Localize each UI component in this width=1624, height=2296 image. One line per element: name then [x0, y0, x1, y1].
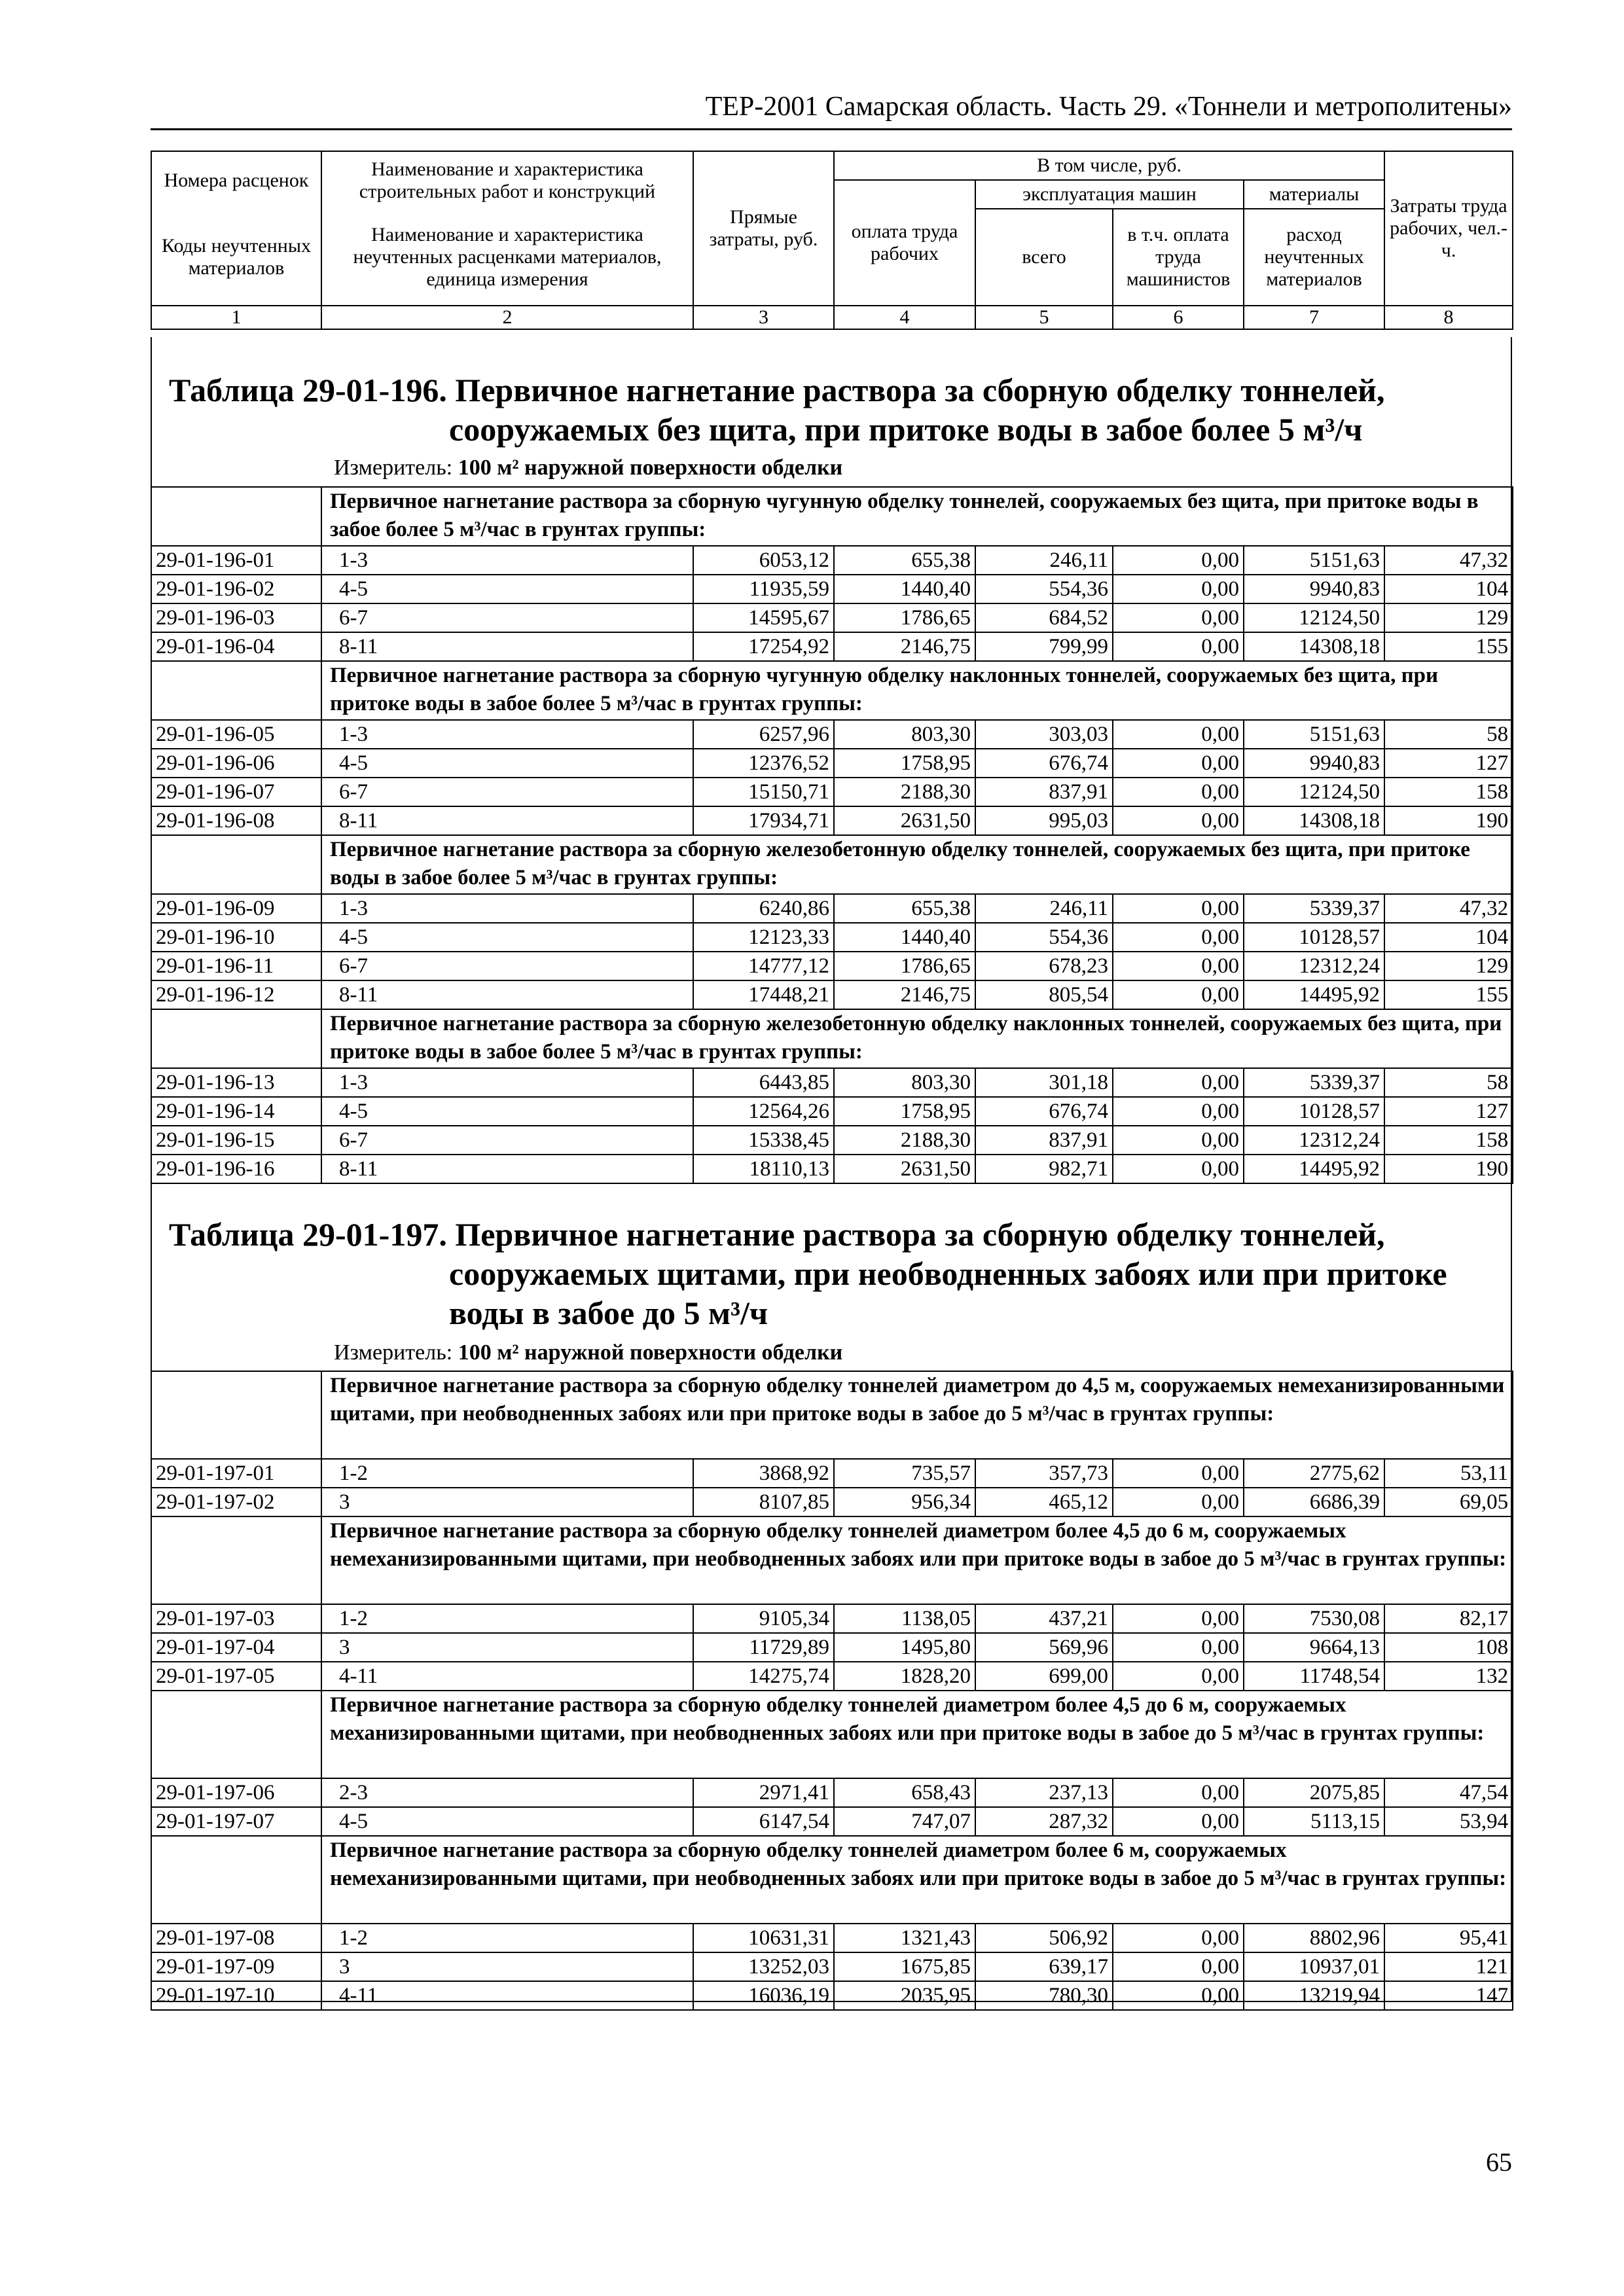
table-row — [151, 1778, 1513, 1807]
caption-spacer — [151, 835, 321, 894]
measure-unit-label: Измеритель: — [334, 1340, 453, 1365]
header-col-number: 3 — [693, 306, 834, 329]
rate-code: 29-01-196-03 — [151, 603, 321, 632]
rate-code: 29-01-196-06 — [151, 749, 321, 778]
running-head: ТЕР-2001 Самарская область. Часть 29. «Тоннели и метрополитены» — [705, 92, 1512, 122]
direct-costs: 16036,19 — [693, 1981, 834, 2010]
soil-group: 4-5 — [321, 575, 693, 603]
worker-pay: 1786,65 — [834, 952, 975, 980]
machinist-pay: 0,00 — [1113, 1068, 1244, 1097]
rate-code: 29-01-197-09 — [151, 1952, 321, 1981]
machines-total: 554,36 — [975, 575, 1113, 603]
machinist-pay: 0,00 — [1113, 1155, 1244, 1183]
labor-hours: 132 — [1384, 1662, 1513, 1691]
worker-pay: 803,30 — [834, 1068, 975, 1097]
soil-group: 4-11 — [321, 1662, 693, 1691]
header-worker-pay: оплата труда рабочих — [834, 180, 975, 306]
header-col-number: 1 — [151, 306, 321, 329]
materials-cost: 14308,18 — [1244, 632, 1384, 661]
worker-pay: 1321,43 — [834, 1924, 975, 1952]
labor-hours: 47,32 — [1384, 546, 1513, 575]
rate-code: 29-01-196-02 — [151, 575, 321, 603]
soil-group: 8-11 — [321, 1155, 693, 1183]
header-col-number: 7 — [1244, 306, 1384, 329]
materials-cost: 14495,92 — [1244, 1155, 1384, 1183]
soil-group: 3 — [321, 1488, 693, 1516]
worker-pay: 658,43 — [834, 1778, 975, 1807]
soil-group: 4-11 — [321, 1981, 693, 2010]
labor-hours: 147 — [1384, 1981, 1513, 2010]
measure-unit-196 — [334, 454, 842, 482]
direct-costs: 15150,71 — [693, 778, 834, 806]
machines-total: 676,74 — [975, 749, 1113, 778]
rate-code: 29-01-196-08 — [151, 806, 321, 835]
rate-code: 29-01-197-10 — [151, 1981, 321, 2010]
direct-costs: 3868,92 — [693, 1459, 834, 1488]
header-col-number: 5 — [975, 306, 1113, 329]
table-row — [151, 1126, 1513, 1155]
machinist-pay: 0,00 — [1113, 749, 1244, 778]
machines-total: 805,54 — [975, 980, 1113, 1009]
materials-cost: 9940,83 — [1244, 749, 1384, 778]
header-machines: эксплуатация машин — [975, 180, 1244, 209]
worker-pay: 655,38 — [834, 894, 975, 923]
machines-total: 246,11 — [975, 546, 1113, 575]
soil-group: 1-3 — [321, 720, 693, 749]
table-title-196 — [169, 370, 1504, 449]
materials-cost: 2775,62 — [1244, 1459, 1384, 1488]
direct-costs: 6053,12 — [693, 546, 834, 575]
direct-costs: 6443,85 — [693, 1068, 834, 1097]
materials-cost: 12312,24 — [1244, 952, 1384, 980]
header-col-number: 4 — [834, 306, 975, 329]
labor-hours: 47,54 — [1384, 1778, 1513, 1807]
table-row — [151, 1604, 1513, 1633]
rate-code: 29-01-196-07 — [151, 778, 321, 806]
header-col-number: 8 — [1384, 306, 1513, 329]
header-rate-numbers: Номера расценок — [151, 151, 321, 209]
rates-table — [151, 1371, 1513, 2011]
machines-total: 780,30 — [975, 1981, 1113, 2010]
machines-total: 303,03 — [975, 720, 1113, 749]
rate-code: 29-01-196-15 — [151, 1126, 321, 1155]
machinist-pay: 0,00 — [1113, 720, 1244, 749]
header-material-codes: Коды неучтенных материалов — [151, 209, 321, 306]
table-row — [151, 980, 1513, 1009]
machinist-pay: 0,00 — [1113, 923, 1244, 952]
direct-costs: 14777,12 — [693, 952, 834, 980]
direct-costs: 18110,13 — [693, 1155, 834, 1183]
worker-pay: 2146,75 — [834, 632, 975, 661]
table-title-197 — [169, 1215, 1504, 1333]
table-row — [151, 546, 1513, 575]
page-number: 65 — [1486, 2147, 1512, 2177]
labor-hours: 82,17 — [1384, 1604, 1513, 1633]
direct-costs: 12564,26 — [693, 1097, 834, 1126]
caption-spacer — [151, 1691, 321, 1778]
soil-group: 8-11 — [321, 632, 693, 661]
machinist-pay: 0,00 — [1113, 603, 1244, 632]
direct-costs: 6257,96 — [693, 720, 834, 749]
machines-total: 569,96 — [975, 1633, 1113, 1662]
materials-cost: 2075,85 — [1244, 1778, 1384, 1807]
section-caption: Первичное нагнетание раствора за сборную обделку тоннелей диаметром более 6 м, сооружаемых немеханизированными щитами, при необводненных забоях или при притоке воды в забое до 5 м³/час в грунтах группы: — [321, 1836, 1513, 1924]
rate-code: 29-01-197-06 — [151, 1778, 321, 1807]
table-row — [151, 1155, 1513, 1183]
table-row — [151, 1097, 1513, 1126]
machinist-pay: 0,00 — [1113, 1633, 1244, 1662]
worker-pay: 1495,80 — [834, 1633, 975, 1662]
table-title-line: Таблица 29-01-197. Первичное нагнетание раствора за сборную обделку тоннелей, — [169, 1216, 1385, 1253]
header-including-group: В том числе, руб. — [834, 151, 1384, 180]
worker-pay: 2035,95 — [834, 1981, 975, 2010]
worker-pay: 2631,50 — [834, 1155, 975, 1183]
machinist-pay: 0,00 — [1113, 980, 1244, 1009]
soil-group: 6-7 — [321, 778, 693, 806]
labor-hours: 158 — [1384, 778, 1513, 806]
soil-group: 4-5 — [321, 923, 693, 952]
machines-total: 246,11 — [975, 894, 1113, 923]
caption-spacer — [151, 487, 321, 546]
materials-cost: 5151,63 — [1244, 546, 1384, 575]
materials-cost: 12312,24 — [1244, 1126, 1384, 1155]
worker-pay: 735,57 — [834, 1459, 975, 1488]
rate-code: 29-01-197-05 — [151, 1662, 321, 1691]
soil-group: 6-7 — [321, 603, 693, 632]
labor-hours: 190 — [1384, 1155, 1513, 1183]
machines-total: 465,12 — [975, 1488, 1113, 1516]
machines-total: 678,23 — [975, 952, 1113, 980]
labor-hours: 58 — [1384, 720, 1513, 749]
machinist-pay: 0,00 — [1113, 1952, 1244, 1981]
direct-costs: 6147,54 — [693, 1807, 834, 1836]
machines-total: 982,71 — [975, 1155, 1113, 1183]
section-caption-row — [151, 1516, 1513, 1604]
machinist-pay: 0,00 — [1113, 1604, 1244, 1633]
section-caption-row — [151, 835, 1513, 894]
worker-pay: 2631,50 — [834, 806, 975, 835]
rate-code: 29-01-196-10 — [151, 923, 321, 952]
table-row — [151, 603, 1513, 632]
machines-total: 699,00 — [975, 1662, 1113, 1691]
caption-spacer — [151, 1836, 321, 1924]
table-row — [151, 1488, 1513, 1516]
rate-code: 29-01-196-01 — [151, 546, 321, 575]
machines-total: 799,99 — [975, 632, 1113, 661]
rate-code: 29-01-197-02 — [151, 1488, 321, 1516]
worker-pay: 1675,85 — [834, 1952, 975, 1981]
worker-pay: 1758,95 — [834, 1097, 975, 1126]
direct-costs: 17448,21 — [693, 980, 834, 1009]
table-row — [151, 923, 1513, 952]
rate-code: 29-01-197-07 — [151, 1807, 321, 1836]
machinist-pay: 0,00 — [1113, 632, 1244, 661]
caption-spacer — [151, 661, 321, 720]
header-work-name: Наименование и характеристика строительных работ и конструкций — [321, 151, 693, 209]
caption-spacer — [151, 1371, 321, 1459]
machines-total: 554,36 — [975, 923, 1113, 952]
rate-code: 29-01-197-08 — [151, 1924, 321, 1952]
materials-cost: 14308,18 — [1244, 806, 1384, 835]
table-row — [151, 952, 1513, 980]
table-title-line: Таблица 29-01-196. Первичное нагнетание раствора за сборную обделку тоннелей, — [169, 372, 1385, 408]
section-caption: Первичное нагнетание раствора за сборную чугунную обделку тоннелей, сооружаемых без щита, при притоке воды в забое более 5 м³/час в грунтах группы: — [321, 487, 1513, 546]
labor-hours: 108 — [1384, 1633, 1513, 1662]
header-rule — [151, 128, 1512, 130]
materials-cost: 7530,08 — [1244, 1604, 1384, 1633]
machines-total: 639,17 — [975, 1952, 1113, 1981]
soil-group: 6-7 — [321, 1126, 693, 1155]
rate-code: 29-01-196-12 — [151, 980, 321, 1009]
table-row — [151, 1633, 1513, 1662]
materials-cost: 10937,01 — [1244, 1952, 1384, 1981]
soil-group: 4-5 — [321, 1097, 693, 1126]
materials-cost: 13219,94 — [1244, 1981, 1384, 2010]
rate-code: 29-01-196-09 — [151, 894, 321, 923]
materials-cost: 5113,15 — [1244, 1807, 1384, 1836]
labor-hours: 155 — [1384, 980, 1513, 1009]
table-row — [151, 806, 1513, 835]
section-caption: Первичное нагнетание раствора за сборную обделку тоннелей диаметром более 4,5 до 6 м, сооружаемых немеханизированными щитами, при необводненных забоях или при притоке воды в забое до 5 м³/час в грунтах группы: — [321, 1516, 1513, 1604]
section-caption-row — [151, 1691, 1513, 1778]
section-caption: Первичное нагнетание раствора за сборную железобетонную обделку тоннелей, сооружаемых без щита, при притоке воды в забое более 5 м³/час в грунтах группы: — [321, 835, 1513, 894]
machinist-pay: 0,00 — [1113, 1126, 1244, 1155]
worker-pay: 803,30 — [834, 720, 975, 749]
table-row — [151, 1924, 1513, 1952]
rate-code: 29-01-196-13 — [151, 1068, 321, 1097]
machinist-pay: 0,00 — [1113, 1924, 1244, 1952]
table-row — [151, 778, 1513, 806]
section-caption: Первичное нагнетание раствора за сборную железобетонную обделку наклонных тоннелей, сооружаемых без щита, при притоке воды в забое более 5 м³/час в грунтах группы: — [321, 1009, 1513, 1068]
section-caption: Первичное нагнетание раствора за сборную чугунную обделку наклонных тоннелей, сооружаемых без щита, при притоке воды в забое более 5 м³/час в грунтах группы: — [321, 661, 1513, 720]
rate-code: 29-01-197-01 — [151, 1459, 321, 1488]
direct-costs: 13252,03 — [693, 1952, 834, 1981]
materials-cost: 9664,13 — [1244, 1633, 1384, 1662]
table-row — [151, 894, 1513, 923]
labor-hours: 127 — [1384, 749, 1513, 778]
section-caption: Первичное нагнетание раствора за сборную обделку тоннелей диаметром до 4,5 м, сооружаемых немеханизированными щитами, при необводненных забоях или при притоке воды в забое до 5 м³/час в грунтах группы: — [321, 1371, 1513, 1459]
machinist-pay: 0,00 — [1113, 778, 1244, 806]
worker-pay: 2188,30 — [834, 1126, 975, 1155]
labor-hours: 129 — [1384, 603, 1513, 632]
direct-costs: 12376,52 — [693, 749, 834, 778]
worker-pay: 747,07 — [834, 1807, 975, 1836]
machines-total: 237,13 — [975, 1778, 1113, 1807]
labor-hours: 121 — [1384, 1952, 1513, 1981]
machinist-pay: 0,00 — [1113, 1488, 1244, 1516]
table-row — [151, 1662, 1513, 1691]
labor-hours: 158 — [1384, 1126, 1513, 1155]
soil-group: 1-3 — [321, 894, 693, 923]
machinist-pay: 0,00 — [1113, 1778, 1244, 1807]
header-col-number: 2 — [321, 306, 693, 329]
caption-spacer — [151, 1009, 321, 1068]
rates-table — [151, 486, 1513, 1184]
direct-costs: 12123,33 — [693, 923, 834, 952]
direct-costs: 14595,67 — [693, 603, 834, 632]
machines-total: 301,18 — [975, 1068, 1113, 1097]
header-labor-costs: Затраты труда рабочих, чел.-ч. — [1384, 151, 1513, 306]
labor-hours: 58 — [1384, 1068, 1513, 1097]
direct-costs: 10631,31 — [693, 1924, 834, 1952]
direct-costs: 2971,41 — [693, 1778, 834, 1807]
column-header-table — [151, 151, 1513, 330]
worker-pay: 1828,20 — [834, 1662, 975, 1691]
materials-cost: 8802,96 — [1244, 1924, 1384, 1952]
table-title-line: сооружаемых без щита, при притоке воды в забое более 5 м³/ч — [449, 411, 1363, 448]
direct-costs: 14275,74 — [693, 1662, 834, 1691]
rate-code: 29-01-197-04 — [151, 1633, 321, 1662]
machinist-pay: 0,00 — [1113, 806, 1244, 835]
worker-pay: 956,34 — [834, 1488, 975, 1516]
machinist-pay: 0,00 — [1113, 575, 1244, 603]
materials-cost: 11748,54 — [1244, 1662, 1384, 1691]
machines-total: 676,74 — [975, 1097, 1113, 1126]
machines-total: 995,03 — [975, 806, 1113, 835]
table-row — [151, 575, 1513, 603]
table-row — [151, 1068, 1513, 1097]
header-materials: материалы — [1244, 180, 1384, 209]
caption-spacer — [151, 1516, 321, 1604]
worker-pay: 1758,95 — [834, 749, 975, 778]
labor-hours: 53,11 — [1384, 1459, 1513, 1488]
rate-code: 29-01-196-11 — [151, 952, 321, 980]
measure-unit-value: 100 м² наружной поверхности обделки — [458, 1340, 843, 1365]
soil-group: 8-11 — [321, 806, 693, 835]
machines-total: 287,32 — [975, 1807, 1113, 1836]
machinist-pay: 0,00 — [1113, 1459, 1244, 1488]
labor-hours: 190 — [1384, 806, 1513, 835]
measure-unit-197 — [334, 1339, 842, 1367]
direct-costs: 17254,92 — [693, 632, 834, 661]
header-material-consumption: расход неучтенных материалов — [1244, 209, 1384, 306]
direct-costs: 17934,71 — [693, 806, 834, 835]
worker-pay: 1138,05 — [834, 1604, 975, 1633]
machinist-pay: 0,00 — [1113, 1981, 1244, 2010]
materials-cost: 5339,37 — [1244, 894, 1384, 923]
rate-code: 29-01-196-04 — [151, 632, 321, 661]
table-row — [151, 720, 1513, 749]
table-row — [151, 1981, 1513, 2010]
materials-cost: 5151,63 — [1244, 720, 1384, 749]
labor-hours: 127 — [1384, 1097, 1513, 1126]
soil-group: 8-11 — [321, 980, 693, 1009]
labor-hours: 53,94 — [1384, 1807, 1513, 1836]
direct-costs: 8107,85 — [693, 1488, 834, 1516]
materials-cost: 14495,92 — [1244, 980, 1384, 1009]
measure-unit-value: 100 м² наружной поверхности обделки — [458, 456, 843, 480]
table-row — [151, 1807, 1513, 1836]
worker-pay: 655,38 — [834, 546, 975, 575]
soil-group: 2-3 — [321, 1778, 693, 1807]
materials-cost: 10128,57 — [1244, 1097, 1384, 1126]
direct-costs: 15338,45 — [693, 1126, 834, 1155]
soil-group: 3 — [321, 1952, 693, 1981]
machines-total: 506,92 — [975, 1924, 1113, 1952]
section-caption-row — [151, 1009, 1513, 1068]
table-row — [151, 1952, 1513, 1981]
soil-group: 4-5 — [321, 1807, 693, 1836]
worker-pay: 2188,30 — [834, 778, 975, 806]
labor-hours: 69,05 — [1384, 1488, 1513, 1516]
measure-unit-label: Измеритель: — [334, 456, 453, 480]
machines-total: 837,91 — [975, 1126, 1113, 1155]
materials-cost: 9940,83 — [1244, 575, 1384, 603]
machines-total: 437,21 — [975, 1604, 1113, 1633]
header-col-number: 6 — [1113, 306, 1244, 329]
section-caption-row — [151, 487, 1513, 546]
labor-hours: 104 — [1384, 575, 1513, 603]
table-row — [151, 632, 1513, 661]
machinist-pay: 0,00 — [1113, 546, 1244, 575]
soil-group: 3 — [321, 1633, 693, 1662]
header-machines-total: всего — [975, 209, 1113, 306]
header-machinist-pay: в т.ч. оплата труда машинистов — [1113, 209, 1244, 306]
soil-group: 1-3 — [321, 1068, 693, 1097]
direct-costs: 6240,86 — [693, 894, 834, 923]
machinist-pay: 0,00 — [1113, 952, 1244, 980]
rate-code: 29-01-196-16 — [151, 1155, 321, 1183]
machines-total: 357,73 — [975, 1459, 1113, 1488]
table-title-line: воды в забое до 5 м³/ч — [449, 1295, 768, 1331]
direct-costs: 11729,89 — [693, 1633, 834, 1662]
machines-total: 684,52 — [975, 603, 1113, 632]
machinist-pay: 0,00 — [1113, 1807, 1244, 1836]
materials-cost: 12124,50 — [1244, 603, 1384, 632]
materials-cost: 12124,50 — [1244, 778, 1384, 806]
section-caption: Первичное нагнетание раствора за сборную обделку тоннелей диаметром более 4,5 до 6 м, сооружаемых механизированными щитами, при необводненных забоях или при притоке воды в забое до 5 м³/час в грунтах группы: — [321, 1691, 1513, 1778]
rate-code: 29-01-196-05 — [151, 720, 321, 749]
table-title-line: сооружаемых щитами, при необводненных забоях или при притоке — [449, 1255, 1447, 1292]
direct-costs: 9105,34 — [693, 1604, 834, 1633]
materials-cost: 10128,57 — [1244, 923, 1384, 952]
soil-group: 1-2 — [321, 1459, 693, 1488]
soil-group: 4-5 — [321, 749, 693, 778]
header-direct-costs: Прямые затраты, руб. — [693, 151, 834, 306]
section-caption-row — [151, 1836, 1513, 1924]
machines-total: 837,91 — [975, 778, 1113, 806]
labor-hours: 129 — [1384, 952, 1513, 980]
soil-group: 1-2 — [321, 1604, 693, 1633]
worker-pay: 1440,40 — [834, 923, 975, 952]
direct-costs: 11935,59 — [693, 575, 834, 603]
table-row — [151, 749, 1513, 778]
labor-hours: 47,32 — [1384, 894, 1513, 923]
table-row — [151, 1459, 1513, 1488]
machinist-pay: 0,00 — [1113, 1662, 1244, 1691]
machinist-pay: 0,00 — [1113, 894, 1244, 923]
labor-hours: 104 — [1384, 923, 1513, 952]
materials-cost: 5339,37 — [1244, 1068, 1384, 1097]
worker-pay: 1786,65 — [834, 603, 975, 632]
labor-hours: 155 — [1384, 632, 1513, 661]
labor-hours: 95,41 — [1384, 1924, 1513, 1952]
section-caption-row — [151, 661, 1513, 720]
soil-group: 6-7 — [321, 952, 693, 980]
soil-group: 1-2 — [321, 1924, 693, 1952]
materials-cost: 6686,39 — [1244, 1488, 1384, 1516]
worker-pay: 1440,40 — [834, 575, 975, 603]
rate-code: 29-01-196-14 — [151, 1097, 321, 1126]
soil-group: 1-3 — [321, 546, 693, 575]
header-material-names: Наименование и характеристика неучтенных расценками материалов, единица измерения — [321, 209, 693, 306]
worker-pay: 2146,75 — [834, 980, 975, 1009]
rate-code: 29-01-197-03 — [151, 1604, 321, 1633]
section-caption-row — [151, 1371, 1513, 1459]
machinist-pay: 0,00 — [1113, 1097, 1244, 1126]
